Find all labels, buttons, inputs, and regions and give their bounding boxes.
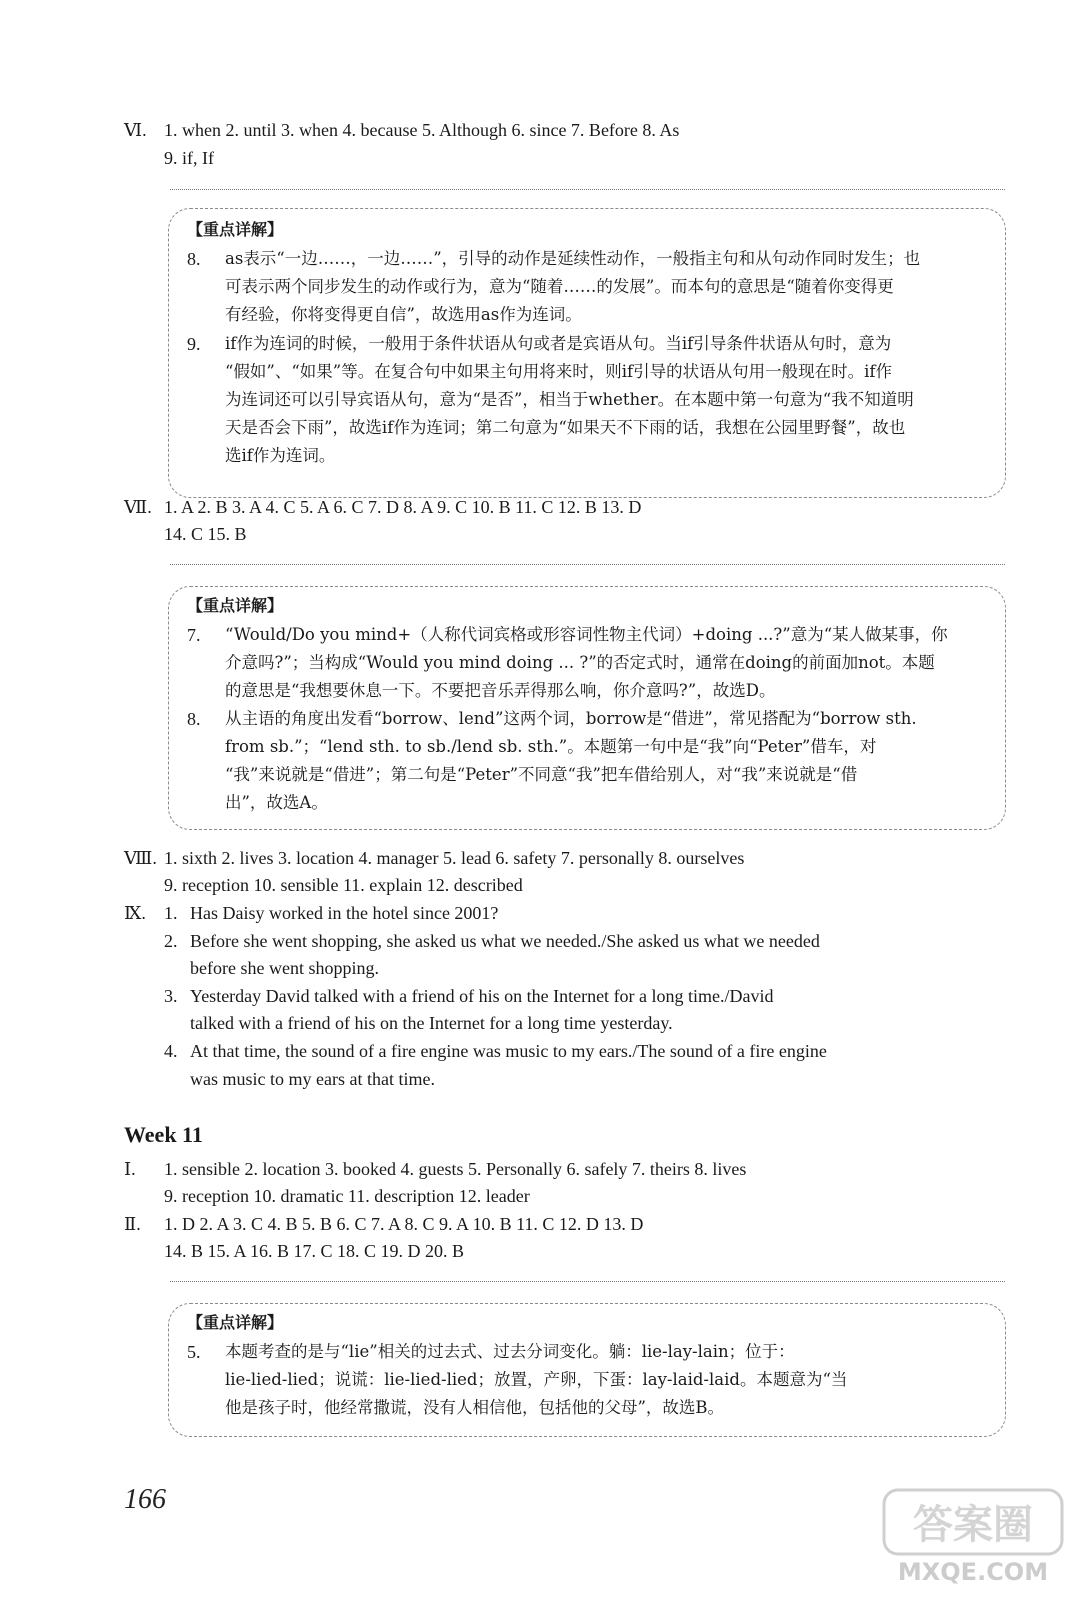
answer-line: 14. C 15. B [164, 524, 247, 544]
section-label: Ⅷ. [124, 848, 157, 868]
explanation-text: “我”来说就是“借进”；第二句是“Peter”不同意“我”把车借给别人，对“我”来说就是“借 [225, 765, 858, 784]
explanation-text: 可表示两个同步发生的动作或行为，意为“随着……的发展”。而本句的意思是“随着你变得更 [225, 277, 894, 296]
explanation-text: lie-lied-lied；说谎：lie-lied-lied；放置，产卵，下蛋：lay-laid-laid。本题意为“当 [225, 1370, 848, 1389]
answer-line: 14. B 15. A 16. B 17. C 18. C 19. D 20. B [164, 1241, 465, 1261]
explanation-text: from sb.”；“lend sth. to sb./lend sb. sth.”。本题第一句中是“我”向“Peter”借车，对 [225, 737, 877, 756]
explanation-text: 的意思是“我想要休息一下。不要把音乐弄得那么响，你介意吗?”，故选D。 [225, 681, 776, 700]
section-label: Ⅰ. [124, 1159, 136, 1179]
explanation-text: 本题考查的是与“lie”相关的过去式、过去分词变化。躺：lie-lay-lain；位于： [225, 1342, 795, 1361]
week-heading: Week 11 [124, 1122, 203, 1147]
item-number: 2. [164, 931, 178, 951]
divider [170, 564, 1005, 565]
answer-sentence: talked with a friend of his on the Internet for a long time yesterday. [190, 1013, 673, 1033]
answer-sentence: was music to my ears at that time. [190, 1069, 435, 1089]
watermark-bottom-text: MXQE.COM [897, 1558, 1049, 1586]
divider [170, 189, 1005, 190]
answer-line: 9. if, If [164, 148, 214, 168]
explanation-title: 【重点详解】 [187, 1313, 284, 1332]
item-number: 3. [164, 986, 178, 1006]
answer-sentence: Before she went shopping, she asked us what we needed./She asked us what we needed [190, 931, 820, 951]
explanation-text: as表示“一边……，一边……”，引导的动作是延续性动作，一般指主句和从句动作同时发生；也 [225, 249, 921, 268]
section-label: Ⅵ. [124, 120, 147, 140]
explanation-text: 从主语的角度出发看“borrow、lend”这两个词，borrow是“借进”，常见搭配为“borrow sth. [225, 709, 917, 728]
item-number: 9. [187, 334, 201, 354]
item-number: 4. [164, 1041, 178, 1061]
explanation-title: 【重点详解】 [187, 596, 284, 615]
answer-line: 1. sensible 2. location 3. booked 4. guests 5. Personally 6. safely 7. theirs 8. lives [164, 1159, 747, 1179]
explanation-text: 有经验，你将变得更自信”，故选用as作为连词。 [225, 305, 582, 324]
explanation-text: 天是否会下雨”，故选if作为连词；第二句意为“如果天不下雨的话，我想在公园里野餐”，故也 [225, 418, 906, 437]
section-label: Ⅱ. [124, 1214, 141, 1234]
answer-line: 9. reception 10. dramatic 11. description 12. leader [164, 1186, 530, 1206]
answer-line: 1. sixth 2. lives 3. location 4. manager 5. lead 6. safety 7. personally 8. ourselves [164, 848, 745, 868]
explanation-text: “假如”、“如果”等。在复合句中如果主句用将来时，则if引导的状语从句用一般现在时。if作 [225, 362, 893, 381]
explanation-text: 出”，故选A。 [225, 793, 328, 812]
explanation-text: 他是孩子时，他经常撒谎，没有人相信他，包括他的父母”，故选B。 [225, 1398, 725, 1417]
answer-line: 1. D 2. A 3. C 4. B 5. B 6. C 7. A 8. C 9. A 10. B 11. C 12. D 13. D [164, 1214, 644, 1234]
watermark-top-text: 答案圈 [913, 1502, 1033, 1548]
item-number: 5. [187, 1342, 201, 1362]
section-label: Ⅶ. [124, 497, 152, 517]
explanation-title: 【重点详解】 [187, 220, 284, 239]
explanation-box [168, 1303, 1006, 1437]
explanation-box [168, 208, 1006, 498]
item-number: 7. [187, 625, 201, 645]
item-number: 8. [187, 709, 201, 729]
section-label: Ⅸ. [124, 903, 146, 923]
answer-sentence: Has Daisy worked in the hotel since 2001? [190, 903, 499, 923]
answer-sentence: At that time, the sound of a fire engine was music to my ears./The sound of a fire engine [190, 1041, 827, 1061]
item-number: 1. [164, 903, 178, 923]
answer-sentence: Yesterday David talked with a friend of his on the Internet for a long time./David [190, 986, 774, 1006]
answer-line: 1. A 2. B 3. A 4. C 5. A 6. C 7. D 8. A 9. C 10. B 11. C 12. B 13. D [164, 497, 642, 517]
explanation-text: 为连词还可以引导宾语从句，意为“是否”，相当于whether。在本题中第一句意为“我不知道明 [225, 390, 914, 409]
explanation-text: “Would/Do you mind+（人称代词宾格或形容词性物主代词）+doing ...?”意为“某人做某事，你 [225, 625, 948, 644]
answer-line: 9. reception 10. sensible 11. explain 12. described [164, 875, 523, 895]
page-number: 166 [124, 1484, 166, 1515]
divider [170, 1281, 1005, 1282]
answer-sentence: before she went shopping. [190, 958, 379, 978]
explanation-text: 介意吗?”；当构成“Would you mind doing ... ?”的否定式时，通常在doing的前面加not。本题 [225, 653, 935, 672]
explanation-box [168, 586, 1006, 830]
explanation-text: if作为连词的时候，一般用于条件状语从句或者是宾语从句。当if引导条件状语从句时，意为 [225, 334, 892, 353]
explanation-text: 选if作为连词。 [225, 446, 336, 465]
item-number: 8. [187, 249, 201, 269]
answer-line: 1. when 2. until 3. when 4. because 5. Although 6. since 7. Before 8. As [164, 120, 680, 140]
watermark-logo [880, 1484, 1066, 1588]
watermark-graphic [880, 1484, 1066, 1588]
